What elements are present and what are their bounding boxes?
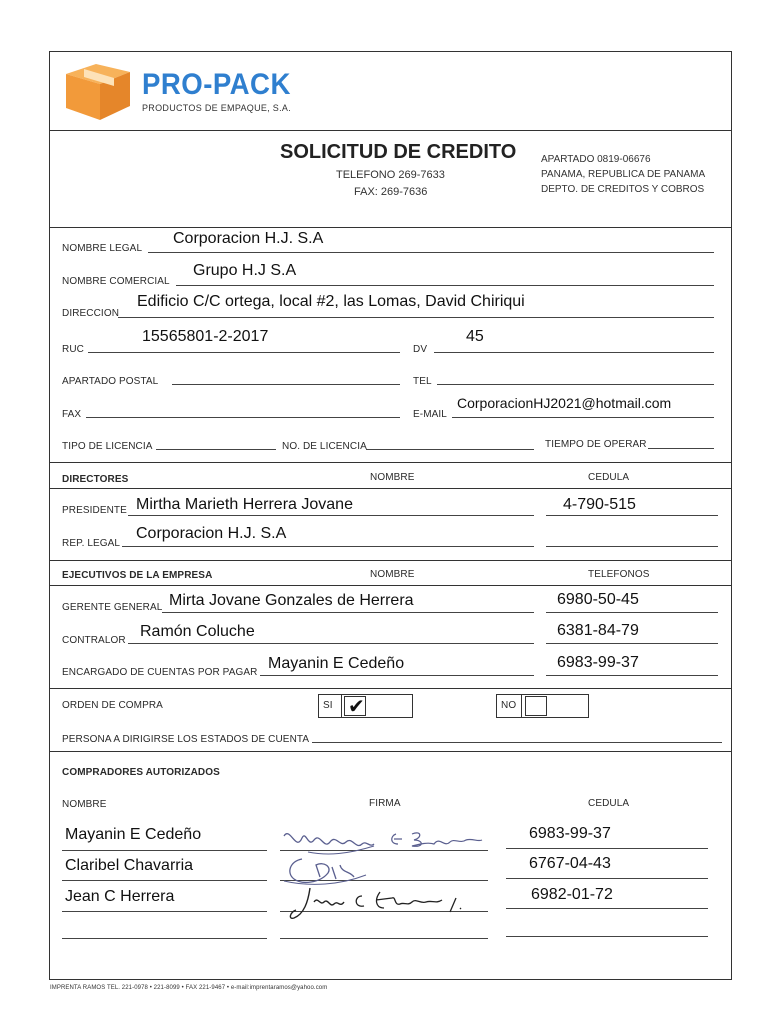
rep-legal-line [122, 546, 534, 547]
comprador-1-line [62, 850, 267, 851]
tipo-licencia-line[interactable] [156, 449, 276, 450]
contralor-value[interactable]: Ramón Coluche [140, 623, 255, 640]
divider [49, 488, 732, 489]
ejecutivos-col-telefonos: TELEFONOS [588, 569, 650, 580]
nombre-comercial-label: NOMBRE COMERCIAL [62, 276, 170, 287]
tiempo-operar-line[interactable] [648, 448, 714, 449]
divider [49, 560, 732, 561]
divider [49, 688, 732, 689]
rep-legal-cedula-line[interactable] [546, 546, 718, 547]
gerente-tel-line [546, 612, 718, 613]
comprador-1-nombre[interactable]: Mayanin E Cedeño [65, 826, 202, 843]
address-line1: APARTADO 0819-06676 [541, 154, 651, 165]
email-line [452, 417, 714, 418]
gerente-value[interactable]: Mirta Jovane Gonzales de Herrera [169, 592, 414, 609]
persona-label: PERSONA A DIRIGIRSE LOS ESTADOS DE CUENTA [62, 734, 310, 745]
ruc-label: RUC [62, 344, 84, 355]
comprador-2-line [62, 880, 267, 881]
rep-legal-value[interactable]: Corporacion H.J. S.A [136, 525, 287, 542]
brand-subtitle: PRODUCTOS DE EMPAQUE, S.A. [142, 103, 291, 113]
comprador-4-line[interactable] [62, 938, 267, 939]
ruc-line [88, 352, 400, 353]
nombre-legal-value[interactable]: Corporacion H.J. S.A [173, 230, 324, 247]
check-icon: ✔ [348, 696, 365, 718]
presidente-label: PRESIDENTE [62, 505, 127, 516]
orden-compra-label: ORDEN DE COMPRA [62, 700, 163, 711]
encargado-label: ENCARGADO DE CUENTAS POR PAGAR [62, 667, 258, 678]
directores-col-cedula: CEDULA [588, 472, 630, 483]
printer-footer: IMPRENTA RAMOS TEL. 221-0978 • 221-8099 • FAX 221-9467 • e-mail:imprentaramos@yahoo.com [50, 985, 328, 991]
compradores-col-cedula: CEDULA [588, 798, 630, 809]
tel-label: TEL [413, 376, 432, 387]
divider [49, 585, 732, 586]
gerente-label: GERENTE GENERAL [62, 602, 163, 613]
comprador-1-cedula[interactable]: 6983-99-37 [529, 825, 611, 842]
divider [49, 462, 732, 463]
si-label: SI [323, 700, 333, 711]
address-line2: PANAMA, REPUBLICA DE PANAMA [541, 169, 706, 180]
compradores-heading: COMPRADORES AUTORIZADOS [62, 767, 220, 778]
presidente-cedula-line [546, 515, 718, 516]
comprador-3-nombre[interactable]: Jean C Herrera [65, 888, 175, 905]
ejecutivos-heading: EJECUTIVOS DE LA EMPRESA [62, 570, 213, 581]
cedula-2-line [506, 878, 708, 879]
gerente-line [162, 612, 534, 613]
dv-label: DV [413, 344, 428, 355]
ejecutivos-col-nombre: NOMBRE [370, 569, 415, 580]
contralor-tel-value[interactable]: 6381-84-79 [557, 622, 639, 639]
no-licencia-label: NO. DE LICENCIA [282, 441, 367, 452]
comprador-2-nombre[interactable]: Claribel Chavarria [65, 857, 194, 874]
cedula-3-line [506, 908, 708, 909]
no-label: NO [501, 700, 517, 711]
direccion-label: DIRECCION [62, 308, 120, 319]
email-label: E-MAIL [413, 409, 447, 420]
directores-heading: DIRECTORES [62, 474, 129, 485]
no-checkbox[interactable] [525, 696, 547, 716]
nombre-comercial-value[interactable]: Grupo H.J S.A [193, 262, 297, 279]
contralor-tel-line [546, 643, 718, 644]
comprador-3-line [62, 911, 267, 912]
cedula-4-line[interactable] [506, 936, 708, 937]
divider [49, 751, 732, 752]
tiempo-operar-label: TIEMPO DE OPERAR [545, 439, 647, 450]
presidente-value[interactable]: Mirtha Marieth Herrera Jovane [136, 496, 353, 513]
no-licencia-line[interactable] [366, 449, 534, 450]
contralor-label: CONTRALOR [62, 635, 126, 646]
brand-name: PRO-PACK [142, 68, 291, 101]
tel-line[interactable] [437, 384, 714, 385]
compradores-col-firma: FIRMA [369, 798, 401, 809]
cedula-1-line [506, 848, 708, 849]
form-title: SOLICITUD DE CREDITO [280, 141, 517, 163]
firma-4-line[interactable] [280, 938, 488, 939]
address-line3: DEPTO. DE CREDITOS Y COBROS [541, 184, 705, 195]
tipo-licencia-label: TIPO DE LICENCIA [62, 441, 153, 452]
divider [49, 130, 732, 131]
nombre-comercial-line [176, 285, 714, 286]
rep-legal-label: REP. LEGAL [62, 538, 121, 549]
gerente-tel-value[interactable]: 6980-50-45 [557, 591, 639, 608]
fax-label: FAX [62, 409, 82, 420]
apartado-postal-label: APARTADO POSTAL [62, 376, 159, 387]
presidente-line [128, 515, 534, 516]
direccion-line [118, 317, 714, 318]
box-logo-icon [62, 60, 134, 122]
presidente-cedula-value[interactable]: 4-790-515 [563, 496, 636, 513]
fax-line[interactable] [86, 417, 400, 418]
encargado-tel-value[interactable]: 6983-99-37 [557, 654, 639, 671]
fax-text: FAX: 269-7636 [354, 186, 428, 198]
phone-text: TELEFONO 269-7633 [336, 169, 445, 181]
apartado-postal-line[interactable] [172, 384, 400, 385]
comprador-3-cedula[interactable]: 6982-01-72 [531, 886, 613, 903]
comprador-2-cedula[interactable]: 6767-04-43 [529, 855, 611, 872]
divider [49, 227, 732, 228]
contralor-line [128, 643, 534, 644]
nombre-legal-label: NOMBRE LEGAL [62, 243, 143, 254]
signature-3 [284, 882, 484, 926]
dv-line [434, 352, 714, 353]
directores-col-nombre: NOMBRE [370, 472, 415, 483]
nombre-legal-line [148, 252, 714, 253]
persona-line[interactable] [312, 742, 722, 743]
encargado-line [260, 675, 534, 676]
compradores-col-nombre: NOMBRE [62, 799, 107, 810]
direccion-value[interactable]: Edificio C/C ortega, local #2, las Lomas, David Chiriqui [137, 293, 525, 310]
ruc-value[interactable]: 15565801-2-2017 [142, 328, 269, 345]
dv-value[interactable]: 45 [466, 328, 484, 345]
encargado-value[interactable]: Mayanin E Cedeño [268, 655, 405, 672]
encargado-tel-line [546, 675, 718, 676]
email-value[interactable]: CorporacionHJ2021@hotmail.com [457, 395, 672, 411]
